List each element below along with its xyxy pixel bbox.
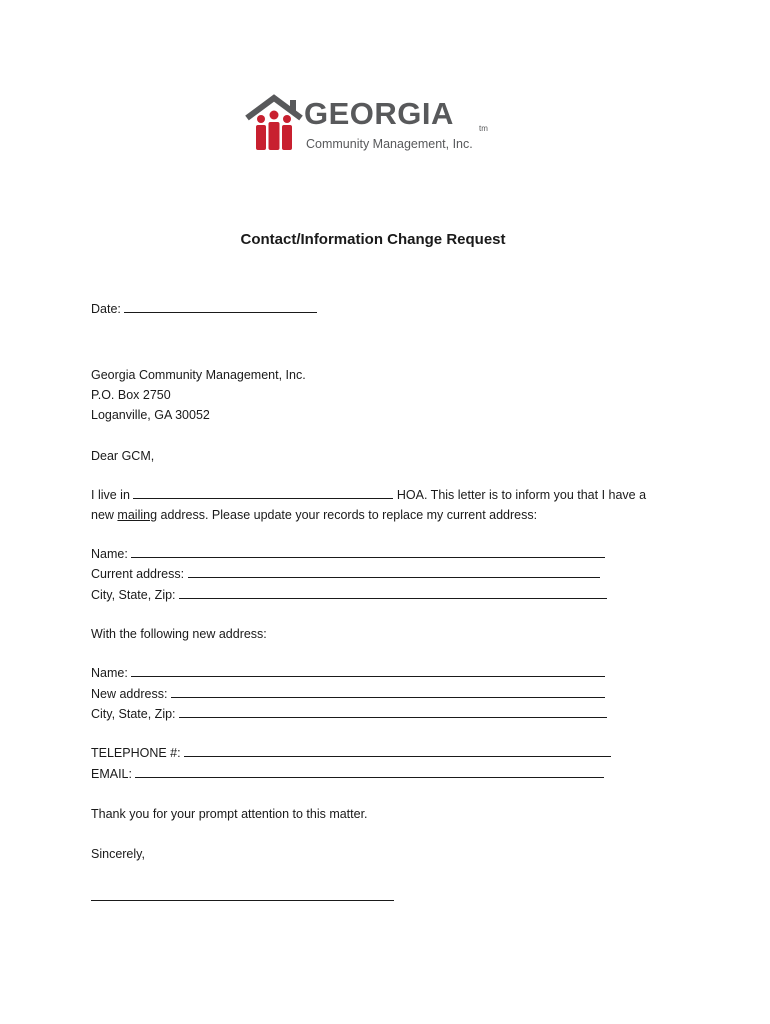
current-city-field[interactable] bbox=[179, 587, 607, 599]
company-logo bbox=[244, 94, 504, 158]
body-line-2 bbox=[91, 507, 537, 523]
telephone-field[interactable] bbox=[184, 745, 611, 757]
logo-subtitle: Community Management, Inc. bbox=[306, 137, 473, 151]
telephone-label: TELEPHONE #: bbox=[91, 746, 181, 760]
new-address-row bbox=[91, 686, 605, 702]
signature-field[interactable] bbox=[91, 900, 394, 901]
email-row bbox=[91, 766, 604, 782]
current-address-row bbox=[91, 566, 600, 582]
telephone-row bbox=[91, 745, 611, 761]
new-city-field[interactable] bbox=[179, 706, 607, 718]
new-city-label: City, State, Zip: bbox=[91, 707, 176, 721]
mailing-word: mailing bbox=[117, 508, 158, 522]
body-line-1 bbox=[91, 487, 646, 503]
date-row bbox=[91, 301, 317, 317]
address-line-2: P.O. Box 2750 bbox=[91, 388, 171, 402]
current-name-field[interactable] bbox=[131, 546, 605, 558]
current-name-row bbox=[91, 546, 605, 562]
address-line-3: Loganville, GA 30052 bbox=[91, 408, 210, 422]
current-city-label: City, State, Zip: bbox=[91, 588, 176, 602]
address-line-1: Georgia Community Management, Inc. bbox=[91, 368, 306, 382]
new-address-intro: With the following new address: bbox=[91, 627, 267, 641]
new-address-field[interactable] bbox=[171, 686, 605, 698]
email-label: EMAIL: bbox=[91, 767, 132, 781]
body-line-2-prefix: new bbox=[91, 508, 114, 522]
email-field[interactable] bbox=[135, 766, 604, 778]
body-line-2-suffix: address. Please update your records to replace my current address: bbox=[157, 508, 538, 522]
current-address-label: Current address: bbox=[91, 567, 185, 581]
hoa-name-field[interactable] bbox=[133, 487, 393, 499]
page-title: Contact/Information Change Request bbox=[240, 231, 506, 248]
current-address-field[interactable] bbox=[188, 566, 600, 578]
new-name-label: Name: bbox=[91, 666, 128, 680]
date-field[interactable] bbox=[124, 301, 317, 313]
new-name-field[interactable] bbox=[131, 665, 605, 677]
new-city-row bbox=[91, 706, 607, 722]
new-address-label: New address: bbox=[91, 687, 168, 701]
salutation: Dear GCM, bbox=[91, 449, 155, 463]
current-name-label: Name: bbox=[91, 547, 128, 561]
hoa-text: HOA. This letter is to inform you that I have a bbox=[396, 488, 647, 502]
live-in-label: I live in bbox=[91, 488, 130, 502]
thank-you-text: Thank you for your prompt attention to this matter. bbox=[91, 807, 368, 821]
house-people-icon bbox=[244, 94, 304, 154]
date-label: Date: bbox=[91, 302, 121, 316]
closing-text: Sincerely, bbox=[91, 847, 145, 861]
logo-wordmark: GEORGIA bbox=[304, 96, 454, 131]
logo-trademark: tm bbox=[479, 124, 488, 133]
new-name-row bbox=[91, 665, 605, 681]
current-city-row bbox=[91, 587, 607, 603]
